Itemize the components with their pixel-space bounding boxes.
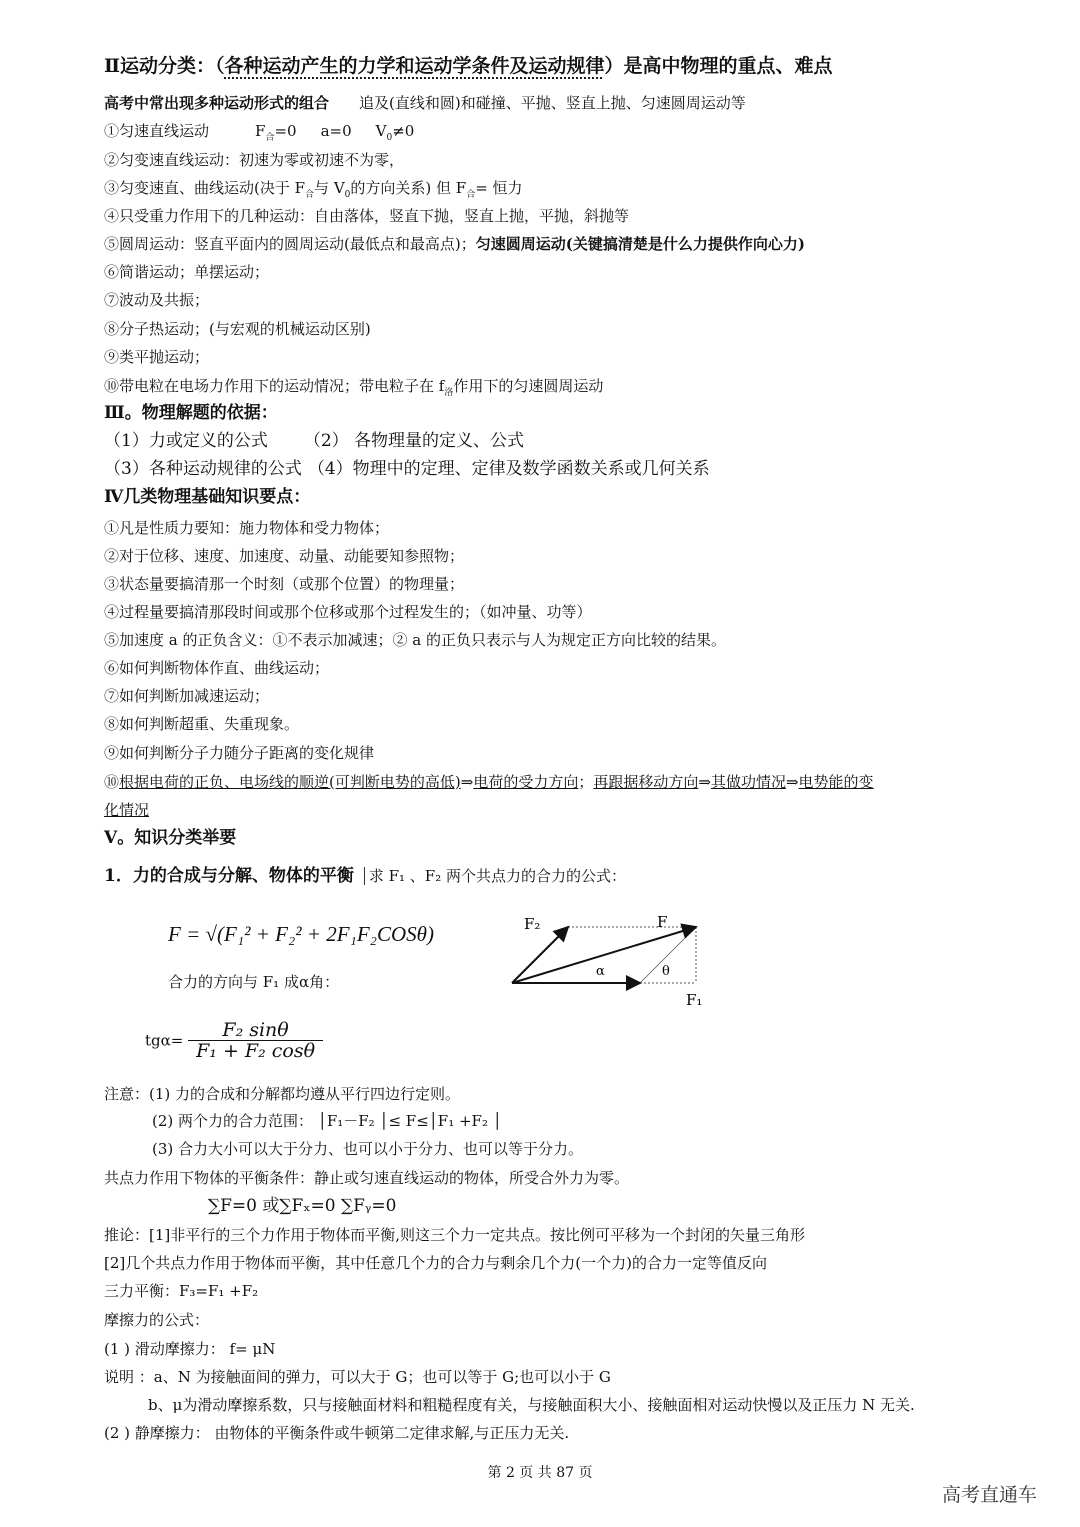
t: 合: [466, 190, 476, 200]
section-4-title: Ⅳ几类物理基础知识要点：: [104, 487, 311, 507]
t: 与 V: [314, 179, 345, 197]
t: 追及(直线和圆)和碰撞、平抛、竖直上抛、匀速圆周运动等: [359, 94, 746, 112]
t: 作用下的匀速圆周运动: [453, 377, 604, 395]
t: ③匀变速直、曲线运动(决于 F: [104, 179, 306, 197]
force-parallelogram-diagram: [500, 905, 720, 1015]
point: ②对于位移、速度、加速度、动量、动能要知参照物；: [104, 547, 465, 565]
t: 匀速圆周运动(关键搞清楚是什么力提供作向心力): [475, 235, 805, 253]
point: ⑨如何判断分子力随分子距离的变化规律: [104, 744, 375, 762]
t: = 恒力: [475, 179, 523, 197]
item-10: [104, 376, 603, 403]
point: ③状态量要搞清那一个时刻（或那个位置）的物理量；: [104, 575, 465, 593]
t: 根据电荷的正负、电场线的顺逆(可判断电势的高低): [119, 773, 461, 791]
point: ④过程量要搞清那段时间或那个位移或那个过程发生的；（如冲量、功等）: [104, 603, 592, 621]
t: 各种运动产生的力学和运动学条件及运动规律: [224, 55, 605, 77]
t: 0: [344, 190, 351, 200]
section-2-title: [104, 56, 833, 76]
item-8: ⑧分子热运动；(与宏观的机械运动区别): [104, 320, 371, 338]
item-6: ⑥简谐运动；单摆运动；: [104, 263, 270, 281]
t: F: [255, 122, 266, 140]
t: 1．力的合成与分解、物体的平衡: [104, 866, 354, 886]
note: (2) 两个力的合力范围： │F₁－F₂ │≤ F≤│F₁ +F₂ │: [152, 1112, 502, 1130]
t: ）是高中物理的重点、难点: [604, 55, 833, 77]
point: ⑥如何判断物体作直、曲线运动；: [104, 659, 330, 677]
t: 电荷的受力方向: [473, 773, 579, 791]
item-7: ⑦波动及共振；: [104, 291, 210, 309]
note: [2]几个共点力作用于物体而平衡，其中任意几个力的合力与剩余几个力(一个力)的合力一定等值反向: [104, 1254, 767, 1272]
point: ⑦如何判断加减速运动；: [104, 687, 270, 705]
label-f2: F₂: [524, 915, 541, 933]
note: (1 ) 滑动摩擦力： f= μN: [104, 1340, 276, 1358]
point-10-cont: 化情况: [104, 801, 150, 819]
page-footer: 第 2 页 共 87 页: [487, 1465, 593, 1481]
t: 求 F₁ 、F₂ 两个共点力的合力的公式：: [364, 867, 626, 885]
item-5: [104, 234, 805, 254]
watermark: 高考直通车: [942, 1484, 1038, 1506]
t: 合: [265, 133, 275, 143]
note: 说明 ：a、N 为接触面间的弹力，可以大于 G；也可以等于 G;也可以小于 G: [104, 1368, 611, 1386]
t: 0: [386, 133, 393, 143]
t: Ⅱ运动分类：（: [104, 55, 225, 77]
note: 摩擦力的公式：: [104, 1311, 210, 1329]
t: （1）力或定义的公式: [104, 431, 268, 451]
direction-text: 合力的方向与 F₁ 成α角：: [168, 973, 340, 991]
t: 的方向关系) 但 F: [350, 179, 467, 197]
label-f1: F₁: [686, 991, 703, 1009]
label-alpha: α: [596, 964, 605, 979]
note: 三力平衡：F₃=F₁ +F₂: [104, 1282, 259, 1300]
basis-row-2: [104, 459, 710, 479]
note: 注意：(1) 力的合成和分解都均遵从平行四边行定则。: [104, 1085, 461, 1103]
point-10: [104, 772, 874, 792]
section-3-title: Ⅲ。物理解题的依据：: [104, 403, 278, 423]
t: =0: [274, 122, 297, 140]
item-3: [104, 178, 523, 205]
note: b、μ为滑动摩擦系数，只与接触面材料和粗糙程度有关，与接触面积大小、接触面相对运动快慢以及正压力 N 无关.: [148, 1396, 915, 1414]
label-f: F: [657, 913, 668, 931]
t: （2） 各物理量的定义、公式: [303, 431, 525, 451]
numerator: F₂ sinθ: [188, 1020, 323, 1041]
point: ①凡是性质力要知：施力物体和受力物体；: [104, 519, 390, 537]
t: 再跟据移动方向: [593, 773, 699, 791]
t: V: [375, 122, 387, 140]
equilibrium-formula: ∑F=0 或∑Fₓ=0 ∑Fᵧ=0: [208, 1196, 397, 1216]
label-theta: θ: [662, 964, 670, 979]
t: ≠0: [392, 122, 415, 140]
t: ⑤圆周运动：竖直平面内的圆周运动(最低点和最高点)；: [104, 235, 476, 253]
arrow-icon: ⇒: [785, 773, 799, 791]
item-2: ②匀变速直线运动：初速为零或初速不为零，: [104, 151, 405, 169]
item-4: ④只受重力作用下的几种运动：自由落体，竖直下抛，竖直上抛，平抛，斜抛等: [104, 207, 630, 225]
item-1: [104, 121, 414, 148]
point: ⑧如何判断超重、失重现象。: [104, 715, 300, 733]
t: 合: [305, 190, 315, 200]
t: ；: [578, 773, 594, 791]
note: 共点力作用下物体的平衡条件：静止或匀速直线运动的物体，所受合外力为零。: [104, 1169, 630, 1187]
tan-formula: [145, 1020, 323, 1061]
t: （3）各种运动规律的公式: [104, 459, 302, 479]
combo-line: [104, 93, 746, 113]
t: 其做功情况: [710, 773, 786, 791]
t: a=0: [320, 122, 352, 140]
denominator: F₁ + F₂ cosθ: [196, 1040, 316, 1062]
section-5-title: V。知识分类举要: [104, 828, 237, 848]
note: (3) 合力大小可以大于分力、也可以小于分力、也可以等于分力。: [152, 1140, 584, 1158]
t: 高考中常出现多种运动形式的组合: [104, 94, 330, 112]
t: ⑩带电粒在电场力作用下的运动情况；带电粒子在 f: [104, 377, 445, 395]
arrow-icon: ⇒: [460, 773, 474, 791]
t: ①匀速直线运动: [104, 122, 210, 140]
resultant-formula: F = √(F₁² + F₂² + 2F₁F₂COSθ): [168, 922, 434, 946]
t: 电势能的变: [798, 773, 874, 791]
note: (2 ) 静摩擦力： 由物体的平衡条件或牛顿第二定律求解,与正压力无关.: [104, 1424, 570, 1442]
topic-1: [104, 866, 626, 886]
t: tgα=: [145, 1031, 184, 1050]
note: 推论：[1]非平行的三个力作用于物体而平衡,则这三个力一定共点。按比例可平移为一个封闭的矢量三角形: [104, 1226, 806, 1244]
t: 洛: [444, 388, 454, 398]
t: （4）物理中的定理、定律及数学函数关系或几何关系: [307, 459, 710, 479]
t: ⑩: [104, 773, 120, 791]
item-9: ⑨类平抛运动；: [104, 348, 210, 366]
arrow-icon: ⇒: [698, 773, 711, 791]
point: ⑤加速度 a 的正负含义：①不表示加减速；② a 的正负只表示与人为规定正方向比较的结果。: [104, 631, 726, 649]
basis-row-1: [104, 431, 524, 451]
